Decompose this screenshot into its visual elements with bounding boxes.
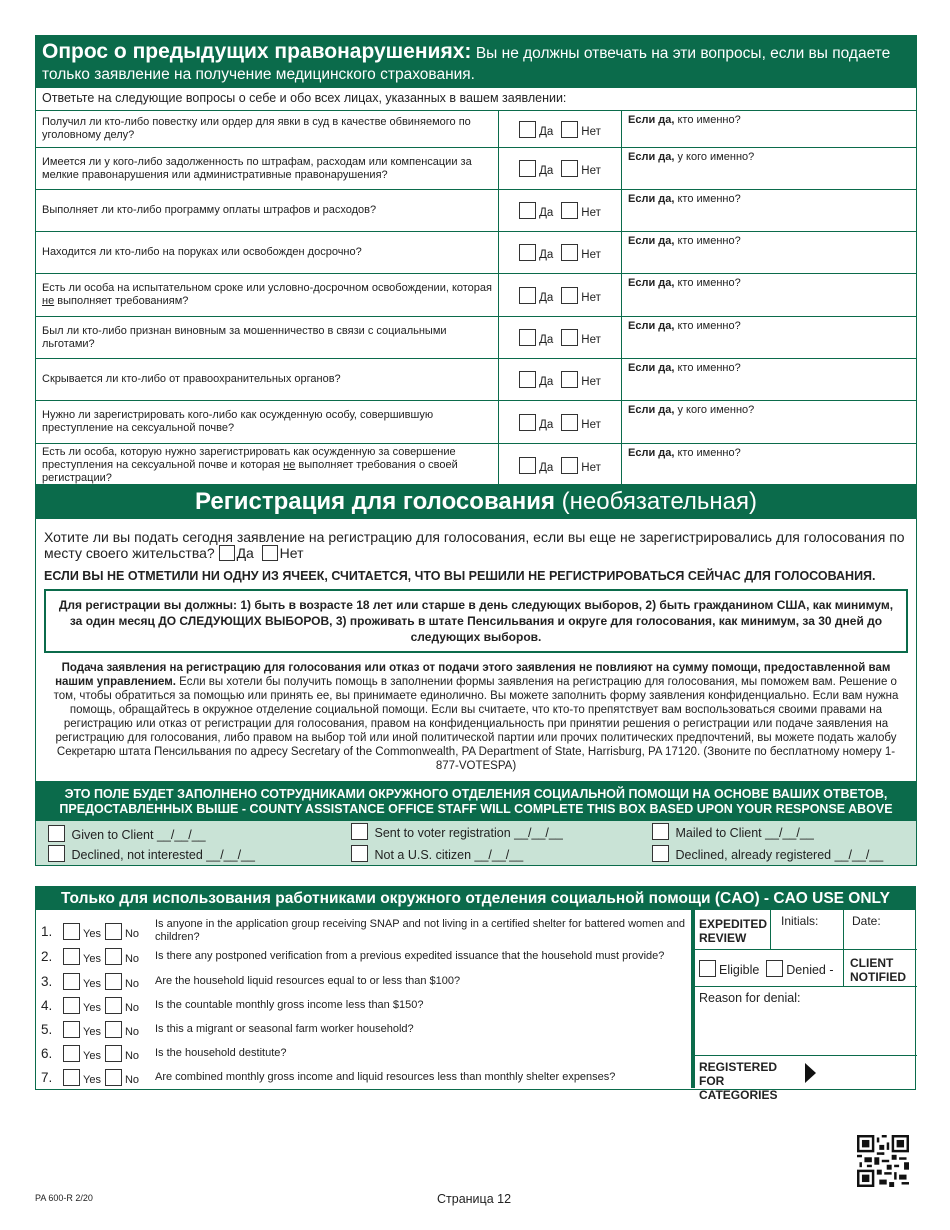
voter-no-checkbox[interactable] [262,545,278,561]
offense-yes-no [499,274,622,316]
reason-for-denial-label: Reason for denial: [699,991,801,1005]
given-to-client-item [48,825,206,842]
mailed-to-client-checkbox[interactable] [652,823,669,840]
offense-who-field[interactable] [622,359,916,400]
eligible-checkbox[interactable] [699,960,716,977]
declined-not-interested-checkbox[interactable] [48,845,65,862]
offense-question-row [36,148,916,190]
initials-label: Initials: [781,914,819,928]
offense-yes-checkbox[interactable] [519,329,536,346]
if-yes-label: Если да, [628,193,675,205]
no-label: No [124,1002,140,1014]
no-label: Нет [581,207,601,219]
yes-label: Да [539,418,554,431]
no-label: No [124,953,140,965]
voter-registration-title-optional: (необязательная) [561,488,758,515]
reason-for-denial-field[interactable] [695,987,917,1056]
item-number: 4. [41,998,53,1013]
offense-yes-no [499,401,622,443]
who-prompt: у кого именно? [677,151,755,163]
yes-label: Да [539,334,554,346]
cao-checklist-item [41,918,695,944]
qr-code [857,1135,909,1187]
offense-question-row [36,111,916,148]
client-notified-field[interactable] [844,950,917,987]
offense-yes-checkbox[interactable] [519,121,536,138]
item-number: 7. [41,1070,53,1085]
question-text-part: Скрывается ли кто-либо от правоохранительных органов? [42,373,341,385]
item-yes-no [63,948,155,965]
question-text-part: Получил ли кто-либо повестку или ордер для явки в суд в качестве обвиняемого по уголовному делу? [42,116,471,141]
offense-question-text [36,148,499,189]
item-number: 1. [41,923,53,939]
item-no-checkbox[interactable] [105,997,122,1014]
yes-label: Yes [83,1002,101,1014]
question-text-part: выполняет требованиям? [54,295,189,307]
offense-question-text [36,401,499,443]
arrow-right-icon [805,1063,816,1083]
item-question-text: Is the household destitute? [155,1047,287,1059]
offense-yes-checkbox[interactable] [519,414,536,431]
question-text-part: Есть ли особа, которую нужно зарегистрировать как осужденную за совершение преступления на сексуальной почве и которая [42,446,456,471]
offense-question-row [36,232,916,274]
not-citizen-item [351,845,523,862]
offense-no-checkbox[interactable] [561,457,578,474]
given-to-client-label: Given to Client __/__/__ [71,828,206,842]
offense-yes-no [499,190,622,231]
cao-use-only-section [35,886,916,1102]
item-question-text: Is this a migrant or seasonal farm worker household? [155,1023,414,1035]
offense-no-checkbox[interactable] [561,121,578,138]
if-yes-label: Если да, [628,320,675,332]
cao-use-only-title: Только для использования работниками окружного отделения социальной помощи (CAO) - CAO USE ONLY [36,887,915,910]
voter-info-paragraph [36,653,916,781]
yes-label: Да [539,207,554,219]
who-prompt: кто именно? [677,362,741,374]
sent-voter-reg-label: Sent to voter registration __/__/__ [374,826,563,840]
voter-no-label: Нет [279,545,304,561]
cao-checklist-item [41,973,695,990]
client-notified-label: CLIENT NOTIFIED [850,956,906,984]
offense-question-text [36,444,499,487]
offense-question-text [36,317,499,358]
voter-yes-label: Да [236,545,254,561]
who-prompt: кто именно? [677,447,741,459]
item-yes-checkbox[interactable] [63,1069,80,1086]
not-citizen-label: Not a U.S. citizen __/__/__ [374,848,524,862]
not-citizen-checkbox[interactable] [351,845,368,862]
cao-checklist-item [41,1069,695,1086]
yes-label: Yes [83,1074,101,1086]
offense-question-text [36,232,499,273]
item-yes-no [63,1069,155,1086]
offense-who-field[interactable] [622,401,916,443]
offense-no-checkbox[interactable] [561,160,578,177]
offense-yes-checkbox[interactable] [519,160,536,177]
who-prompt: кто именно? [677,320,741,332]
expedited-review-panel [691,910,917,1102]
denied-checkbox[interactable] [766,960,783,977]
no-label: No [124,1026,140,1038]
item-no-checkbox[interactable] [105,948,122,965]
offense-question-text [36,111,499,147]
question-text-part: Выполняет ли кто-либо программу оплаты штрафов и расходов? [42,204,377,216]
prior-offenses-header [36,36,916,88]
no-label: Нет [581,418,601,431]
mailed-to-client-item [652,823,814,840]
question-text-part: Нужно ли зарегистрировать кого-либо как осужденную особу, совершившую преступление на сексуальной почве? [42,409,434,434]
yes-label: Yes [83,953,101,965]
offense-who-field[interactable] [622,190,916,231]
cao-checklist-item [41,1045,695,1062]
declined-not-interested-item [48,845,255,862]
offense-yes-no [499,359,622,400]
no-label: No [124,1074,140,1086]
no-label: No [124,978,140,990]
if-yes-label: Если да, [628,447,675,459]
item-no-checkbox[interactable] [105,1069,122,1086]
offense-no-checkbox[interactable] [561,329,578,346]
mailed-to-client-label: Mailed to Client __/__/__ [675,826,814,840]
registered-categories [695,1056,795,1102]
offense-question-row [36,359,916,401]
yes-label: Да [539,165,554,177]
cao-checklist-item [41,948,695,965]
offense-no-checkbox[interactable] [561,202,578,219]
offense-who-field[interactable] [622,148,916,189]
yes-label: Да [539,462,554,474]
offense-no-checkbox[interactable] [561,287,578,304]
if-yes-label: Если да, [628,362,675,374]
prior-offenses-subtitle: Вы не должны отвечать на эти вопросы, если вы подаете только заявление на получение медицинского страхования. [42,45,891,83]
item-yes-checkbox[interactable] [63,973,80,990]
voter-registration-title [36,485,916,519]
voter-registration-section [35,484,917,782]
yes-label: Да [539,249,554,261]
prior-offenses-title: Опрос о предыдущих правонарушениях: [42,40,472,63]
no-label: Нет [581,376,601,388]
page-number: Страница 12 [437,1192,512,1206]
offense-question-row [36,317,916,359]
who-prompt: кто именно? [677,277,741,289]
yes-label: Yes [83,1050,101,1062]
yes-label: Да [539,125,554,138]
cao-staff-header: ЭТО ПОЛЕ БУДЕТ ЗАПОЛНЕНО СОТРУДНИКАМИ ОКРУЖНОГО ОТДЕЛЕНИЯ СОЦИАЛЬНОЙ ПОМОЩИ НА ОСНОВЕ ВАШИХ ОТВЕТОВ, ПРЕДОСТАВЛЕННЫХ ВЫШЕ - COUNTY ASSISTANCE OFFICE STAFF WILL COMPLETE THIS BOX BASED UPON YOUR RESPONSE ABOVE [36,783,916,821]
offense-question-row [36,444,916,487]
item-question-text: Is anyone in the application group receiving SNAP and not living in a certified shelter for battered women and children? [155,918,685,943]
question-text-underline: не [283,459,296,471]
initials-field[interactable] [771,910,844,950]
no-label: No [124,927,140,940]
declined-registered-label: Declined, already registered __/__/__ [675,848,884,862]
expedited-review-text: EXPEDITED REVIEW [699,917,768,945]
if-yes-label: Если да, [628,404,675,416]
item-question-text: Is there any postponed verification from a previous expedited issuance that the household must provide? [155,950,665,962]
question-text-underline: не [42,295,55,307]
offense-yes-no [499,317,622,358]
offense-question-row [36,274,916,317]
offense-question-text [36,359,499,400]
item-yes-checkbox[interactable] [63,948,80,965]
cao-checklist-item [41,997,695,1014]
offense-yes-checkbox[interactable] [519,244,536,261]
who-prompt: кто именно? [677,193,741,205]
offense-question-row [36,401,916,444]
item-no-checkbox[interactable] [105,1021,122,1038]
voter-registration-title-bold: Регистрация для голосования [194,488,555,515]
offense-who-field[interactable] [622,444,916,487]
offense-yes-checkbox[interactable] [519,202,536,219]
no-label: Нет [581,249,601,261]
declined-not-interested-label: Declined, not interested __/__/__ [71,848,255,862]
no-label: Нет [581,165,601,177]
item-no-checkbox[interactable] [105,1045,122,1062]
offense-who-field[interactable] [622,232,916,273]
prior-offenses-questions [36,111,916,487]
item-yes-checkbox[interactable] [63,1045,80,1062]
offense-yes-no [499,111,622,147]
no-label: Нет [581,462,601,474]
offense-yes-no [499,148,622,189]
voter-registration-question [36,519,916,561]
cao-checklist-item [41,1021,695,1038]
eligible-denied-row [695,950,844,987]
offense-yes-checkbox[interactable] [519,371,536,388]
question-text-part: Находится ли кто-либо на поруках или освобожден досрочно? [42,246,362,258]
declined-registered-item [652,845,883,862]
if-yes-label: Если да, [628,235,675,247]
offense-no-checkbox[interactable] [561,371,578,388]
offense-question-text [36,274,499,316]
item-yes-no [63,997,155,1014]
no-label: Нет [581,291,601,304]
offense-yes-no [499,444,622,487]
yes-label: Yes [83,978,101,990]
voter-info-rest: Если вы хотели бы получить помощь в заполнении формы заявления на регистрацию для голосования, мы поможем вам. Решение о том, чтобы обратиться за помощью или принять ее, вы принимаете единолично. Вы можете заполнить форму заявления конфиденциально. Если вам нужна помощь, обращайтесь в окружное отделение социальной помощи. Если вы считаете, что кто-то препятствует вам воспользоваться своими правами на регистрацию или отказ от регистрации для голосования, правом на конфиденциальность при принятии решения о регистрации или подаче заявления на регистрацию для голосования, либо правом на выбор той или иной политической партии или прочих политических предпочтений, вы можете подать жалобу Секретарю штата Пенсильвания по адресу Secretary of the Commonwealth, PA Department of State, Harrisburg, PA 17120. (Звоните по бесплатному номеру 1-877-VOTESPA) [53,676,899,772]
item-yes-no [63,973,155,990]
offense-who-field[interactable] [622,274,916,316]
item-yes-checkbox[interactable] [63,923,80,940]
yes-label: Да [539,376,554,388]
yes-label: Да [539,291,554,304]
no-label: Нет [581,125,601,138]
item-yes-no [63,1045,155,1062]
voter-info-bold: Подача заявления на регистрацию для голосования или отказ от подачи этого заявления не повлияют на сумму помощи, предоставленной вам нашим управлением. [55,662,891,688]
if-yes-label: Если да, [628,277,675,289]
item-number: 5. [41,1022,53,1037]
item-number: 3. [41,974,53,989]
yes-label: Yes [83,1026,101,1038]
prior-offenses-instruction: Ответьте на следующие вопросы о себе и обо всех лицах, указанных в вашем заявлении: [36,88,916,111]
item-yes-checkbox[interactable] [63,997,80,1014]
voter-question-text: Хотите ли вы подать сегодня заявление на регистрацию для голосования, если вы еще не зарегистрировались для голосования по месту своего жительства? [44,529,905,561]
question-text-part: Имеется ли у кого-либо задолженность по штрафам, расходам или компенсации за мелкие правонарушения или административные правонарушения? [42,155,472,181]
offense-yes-no [499,232,622,273]
item-yes-no [63,1021,155,1038]
question-text-part: Есть ли особа на испытательном сроке или условно-досрочном освобождении, которая [42,282,492,294]
voter-warning: ЕСЛИ ВЫ НЕ ОТМЕТИЛИ НИ ОДНУ ИЗ ЯЧЕЕК, СЧИТАЕТСЯ, ЧТО ВЫ РЕШИЛИ НЕ РЕГИСТРИРОВАТЬСЯ СЕЙЧАС ДЛЯ ГОЛОСОВАНИЯ. [44,569,876,583]
offense-no-checkbox[interactable] [561,414,578,431]
if-yes-label: Если да, [628,114,675,126]
offense-yes-checkbox[interactable] [519,457,536,474]
voter-yes-checkbox[interactable] [219,545,235,561]
voter-requirements: Для регистрации вы должны: 1) быть в возрасте 18 лет или старше в день следующих выборов, 2) быть гражданином США, как минимум, за один месяц ДО СЛЕДУЮЩИХ ВЫБОРОВ, 3) проживать в штате Пенсильвания и округе для голосования, как минимум, за 30 дней до следующих выборов. [44,589,908,653]
expedited-review-label [695,910,771,950]
item-no-checkbox[interactable] [105,973,122,990]
sent-voter-reg-item [351,823,563,840]
date-label: Date: [852,914,881,928]
form-code: PA 600-R 2/20 [35,1193,93,1203]
who-prompt: кто именно? [677,114,741,126]
offense-who-field[interactable] [622,317,916,358]
registered-categories-label: REGISTERED FOR CATEGORIES [699,1060,778,1102]
item-yes-no [63,923,155,940]
question-text-part: Был ли кто-либо признан виновным за мошенничество в связи с социальными льготами? [42,324,447,350]
who-prompt: у кого именно? [677,404,755,416]
item-no-checkbox[interactable] [105,923,122,940]
declined-registered-checkbox[interactable] [652,845,669,862]
who-prompt: кто именно? [677,235,741,247]
eligible-label: Eligible [719,963,760,977]
no-label: Нет [581,334,601,346]
given-to-client-checkbox[interactable] [48,825,65,842]
sent-voter-reg-checkbox[interactable] [351,823,368,840]
item-number: 6. [41,1046,53,1061]
offense-no-checkbox[interactable] [561,244,578,261]
offense-yes-checkbox[interactable] [519,287,536,304]
offense-question-text [36,190,499,231]
cao-staff-box [35,782,917,866]
offense-who-field[interactable] [622,111,916,147]
offense-question-row [36,190,916,232]
yes-label: Yes [83,927,101,940]
date-field[interactable] [844,910,917,950]
no-label: No [124,1050,140,1062]
item-question-text: Are combined monthly gross income and liquid resources less than monthly shelter expenses? [155,1071,616,1083]
if-yes-label: Если да, [628,151,675,163]
item-question-text: Are the household liquid resources equal to or less than $100? [155,975,461,987]
question-text-part: выполняет требования о своей регистрации? [42,459,458,484]
item-question-text: Is the countable monthly gross income less than $150? [155,999,424,1011]
denied-label: Denied - [786,963,834,977]
item-number: 2. [41,949,53,964]
prior-offenses-section [35,35,917,488]
item-yes-checkbox[interactable] [63,1021,80,1038]
